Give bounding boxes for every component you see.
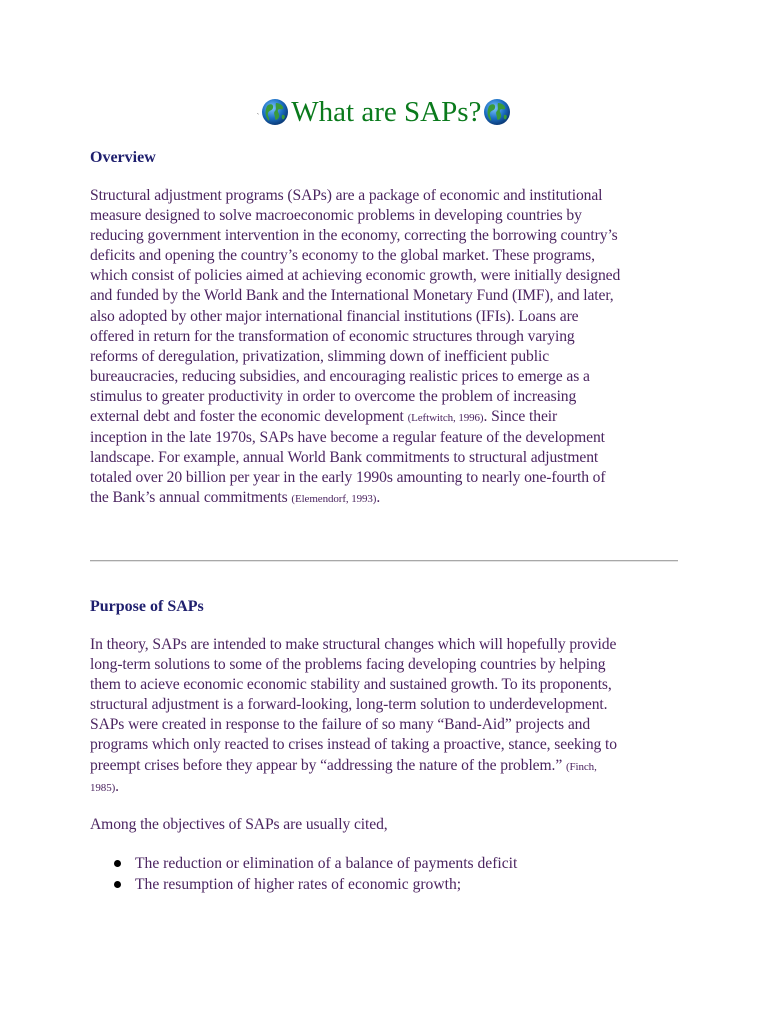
- purpose-line: SAPs were created in response to the failure of so many “Band-Aid” projects and: [90, 716, 591, 734]
- citation: (Finch,: [565, 760, 597, 773]
- citation: (Elemendorf, 1993): [291, 493, 377, 506]
- purpose-line: programs which only reacted to crises instead of taking a proactive, stance, seeking to: [90, 736, 617, 754]
- globe-icon: [261, 98, 289, 126]
- page-title: What are SAPs?: [291, 96, 482, 128]
- purpose-line: In theory, SAPs are intended to make structural changes which will hopefully provide: [90, 636, 617, 653]
- overview-text: the Bank’s annual commitments: [90, 489, 292, 507]
- overview-paragraph: [90, 186, 690, 510]
- overview-text: external debt and foster the economic development: [90, 408, 408, 426]
- overview-text: . Since their: [483, 408, 558, 426]
- purpose-text: .: [115, 777, 119, 795]
- purpose-line: [90, 777, 690, 798]
- citation: (Leftwitch, 1996): [407, 412, 484, 425]
- list-item: [90, 874, 690, 895]
- title-tick-mark: `: [256, 111, 260, 121]
- overview-line: Structural adjustment programs (SAPs) are a package of economic and institutional: [90, 187, 603, 204]
- overview-line: and funded by the World Bank and the International Monetary Fund (IMF), and later,: [90, 287, 614, 305]
- overview-line: reforms of deregulation, privatization, slimming down of inefficient public: [90, 347, 550, 365]
- overview-line: stimulus to greater productivity in order to overcome the problem of increasing: [90, 387, 577, 405]
- purpose-line: them to acieve economic economic stability and sustained growth. To its proponents,: [90, 676, 612, 694]
- overview-line: deficits and opening the country’s economy to the global market. These programs,: [90, 247, 595, 265]
- purpose-line: structural adjustment is a forward-looking, long-term solution to underdevelopment.: [90, 696, 608, 714]
- overview-text: .: [376, 489, 381, 507]
- overview-line: inception in the late 1970s, SAPs have become a regular feature of the development: [90, 429, 605, 447]
- purpose-text: preempt crises before they appear by “addressing the nature of the problem.”: [90, 756, 566, 774]
- overview-line: totaled over 20 billion per year in the early 1990s amounting to nearly one-fourth of: [90, 469, 606, 487]
- overview-line: also adopted by other major international financial institutions (IFIs). Loans are: [90, 307, 579, 325]
- overview-heading: Overview: [90, 149, 156, 166]
- objectives-list: [90, 853, 690, 895]
- list-item-text: The resumption of higher rates of economic growth;: [135, 876, 462, 893]
- overview-line: [90, 488, 690, 509]
- title-row: [0, 92, 768, 132]
- objectives-intro: Among the objectives of SAPs are usually cited,: [90, 816, 388, 833]
- horizontal-divider: [90, 560, 678, 562]
- title-group: [257, 92, 512, 132]
- purpose-heading: Purpose of SAPs: [90, 598, 204, 615]
- overview-line: reducing government intervention in the economy, correcting the borrowing country’s: [90, 227, 618, 245]
- bullet-icon: [114, 881, 121, 888]
- overview-line: bureaucracies, reducing subsidies, and encouraging realistic prices to emerge as a: [90, 367, 590, 385]
- overview-line: measure designed to solve macroeconomic problems in developing countries by: [90, 207, 582, 225]
- purpose-line: long-term solutions to some of the problems facing developing countries by helping: [90, 656, 606, 674]
- list-item: [90, 853, 690, 874]
- list-item-text: The reduction or elimination of a balance of payments deficit: [135, 855, 518, 872]
- citation: 1985): [90, 781, 116, 794]
- bullet-icon: [114, 860, 121, 867]
- overview-line: [90, 407, 690, 428]
- overview-line: offered in return for the transformation of economic structures through varying: [90, 327, 575, 345]
- purpose-paragraph: [90, 635, 690, 798]
- overview-line: landscape. For example, annual World Bank commitments to structural adjustment: [90, 449, 599, 467]
- globe-icon: [483, 98, 511, 126]
- purpose-line: [90, 756, 690, 777]
- overview-line: which consist of policies aimed at achieving economic growth, were initially designed: [90, 267, 621, 285]
